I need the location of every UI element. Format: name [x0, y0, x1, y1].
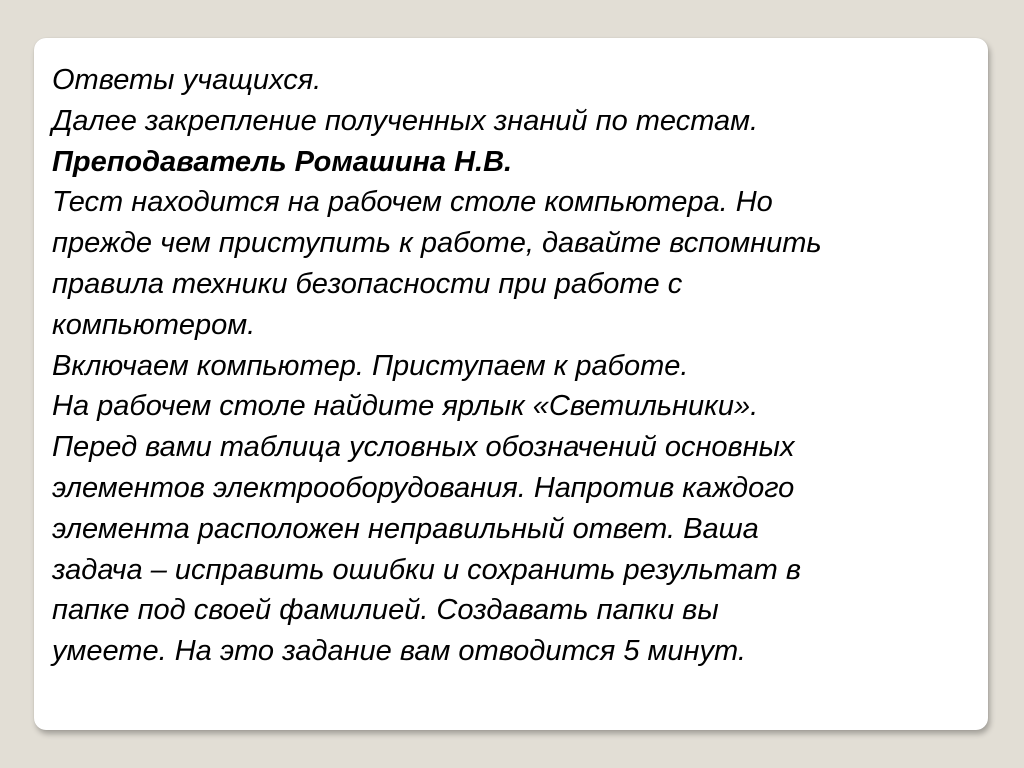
teacher-name-line: Преподаватель Ромашина Н.В. [52, 145, 513, 178]
text-line: задача – исправить ошибки и сохранить результат в [52, 553, 802, 586]
text-line: Ответы учащихся. [52, 64, 322, 96]
text-line: Далее закрепление полученных знаний по тестам. [52, 104, 759, 137]
text-line: элементов электрооборудования. Напротив каждого [52, 471, 795, 504]
text-line: На рабочем столе найдите ярлык «Светильники». [52, 390, 759, 423]
text-line: папке под своей фамилией. Создавать папки вы [52, 594, 719, 627]
text-line: Включаем компьютер. Приступаем к работе. [52, 349, 689, 382]
text-line: правила техники безопасности при работе с [52, 267, 683, 300]
text-line: прежде чем приступить к работе, давайте вспомнить [52, 227, 822, 260]
text-line: Перед вами таблица условных обозначений основных [52, 431, 795, 464]
text-line: Тест находится на рабочем столе компьютера. Но [52, 186, 773, 219]
text-line: умеете. На это задание вам отводится 5 минут. [52, 635, 746, 668]
text-line: элемента расположен неправильный ответ. Ваша [52, 512, 759, 545]
text-line: компьютером. [52, 308, 256, 341]
slide-text-body [52, 60, 982, 672]
